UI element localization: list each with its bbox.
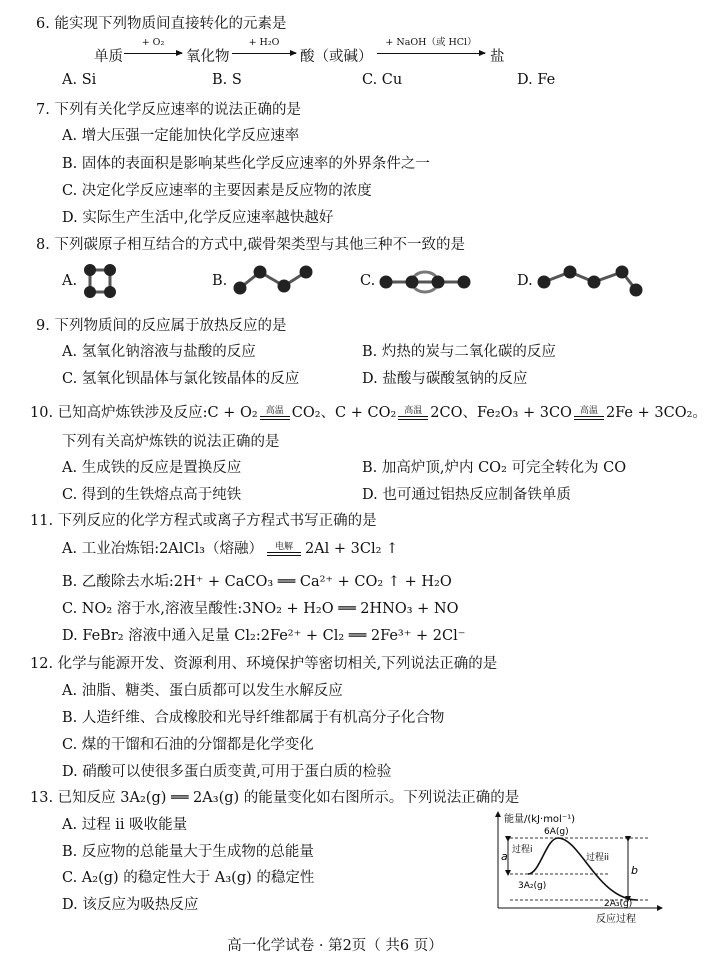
q7-option-d: D. 实际生产生活中,化学反应速率越快越好 <box>62 210 334 226</box>
q10-stem-part-1: 10. 已知高炉炼铁涉及反应:C + O₂ <box>30 405 258 421</box>
q11-a-cond: 电解 <box>274 541 293 552</box>
q11-option-c: C. NO₂ 溶于水,溶液呈酸性:3NO₂ + H₂O ══ 2HNO₃ + NO <box>62 601 459 617</box>
q13-start-label: 3A₂(g) <box>518 881 547 891</box>
q11-a-arrow <box>267 543 301 556</box>
q12-option-d: D. 硝酸可以使很多蛋白质变黄,可用于蛋白质的检验 <box>62 764 392 780</box>
q10-arrow-1 <box>260 407 290 420</box>
q8-label-a: A. <box>62 273 78 289</box>
q6-cond-3: + NaOH（或 HCl） <box>385 37 477 48</box>
q11-a-pre: A. 工业冶炼铝:2AlCl₃（熔融） <box>62 541 263 557</box>
q8-structure-d <box>534 262 644 302</box>
page-footer: 高一化学试卷 · 第2页（ 共6 页） <box>227 938 443 954</box>
q6-cond-2: + H₂O <box>248 37 280 48</box>
q13-end-label: 2A₃(g) <box>604 899 633 909</box>
q6-option-c: C. Cu <box>362 72 403 88</box>
q13-proc1-label: 过程i <box>512 845 533 855</box>
q9-option-a: A. 氢氧化钠溶液与盐酸的反应 <box>62 344 256 360</box>
q11-stem: 11. 下列反应的化学方程式或离子方程式书写正确的是 <box>30 513 377 529</box>
q7-option-b: B. 固体的表面积是影响某些化学反应速率的外界条件之一 <box>62 156 430 172</box>
q8-label-c: C. <box>360 273 376 289</box>
q10-arrow-3 <box>574 407 604 420</box>
q10-line2: 下列有关高炉炼铁的说法正确的是 <box>62 434 280 450</box>
q12-option-a: A. 油脂、糖类、蛋白质都可以发生水解反应 <box>62 683 343 699</box>
q10-stem-part-4: 2Fe + 3CO₂。 <box>605 405 707 421</box>
q6-chain-3: 盐 <box>490 49 505 65</box>
q10-arrow-2 <box>398 407 428 420</box>
q11-option-b: B. 乙酸除去水垢:2H⁺ + CaCO₃ ══ Ca²⁺ + CO₂ ↑ + H₂O <box>62 574 452 590</box>
q6-chain-2: 酸（或碱） <box>300 49 373 65</box>
q7-option-a: A. 增大压强一定能加快化学反应速率 <box>62 128 300 144</box>
q9-stem: 9. 下列物质间的反应属于放热反应的是 <box>36 318 287 334</box>
q12-option-b: B. 人造纤维、合成橡胶和光导纤维都属于有机高分子化合物 <box>62 710 445 726</box>
q9-option-d: D. 盐酸与碳酸氢钠的反应 <box>362 371 528 387</box>
q10-stem <box>30 401 707 422</box>
q6-arrow-3 <box>377 38 485 54</box>
q6-chain-0: 单质 <box>94 49 123 65</box>
q9-option-b: B. 灼热的炭与二氧化碳的反应 <box>362 344 556 360</box>
q13-energy-diagram <box>488 808 668 926</box>
q13-peak-label: 6A(g) <box>544 827 569 837</box>
q9-option-c: C. 氢氧化钡晶体与氯化铵晶体的反应 <box>62 371 300 387</box>
q7-stem: 7. 下列有关化学反应速率的说法正确的是 <box>36 102 301 118</box>
q6-stem: 6. 能实现下列物质间直接转化的元素是 <box>36 16 287 32</box>
q8-label-b: B. <box>212 273 228 289</box>
q12-stem: 12. 化学与能源开发、资源利用、环境保护等密切相关,下列说法正确的是 <box>30 656 498 672</box>
q8-structure-b <box>228 262 318 302</box>
q10-option-d: D. 也可通过铝热反应制备铁单质 <box>362 487 571 503</box>
q12-option-c: C. 煤的干馏和石油的分馏都是化学变化 <box>62 737 314 753</box>
q13-option-b: B. 反应物的总能量大于生成物的总能量 <box>62 844 314 860</box>
q13-stem: 13. 已知反应 3A₂(g) ══ 2A₃(g) 的能量变化如右图所示。下列说法正确的是 <box>30 790 520 806</box>
q13-option-d: D. 该反应为吸热反应 <box>62 897 199 913</box>
q6-chain-1: 氧化物 <box>186 49 230 65</box>
q13-xlabel: 反应过程 <box>596 914 636 925</box>
q6-arrow-1 <box>124 38 182 54</box>
q7-option-c: C. 决定化学反应速率的主要因素是反应物的浓度 <box>62 183 372 199</box>
q10-stem-part-3: 2CO、Fe₂O₃ + 3CO <box>430 405 572 421</box>
q6-option-a: A. Si <box>62 72 97 88</box>
q8-stem: 8. 下列碳原子相互结合的方式中,碳骨架类型与其他三种不一致的是 <box>36 237 466 253</box>
q10-cond-2: 高温 <box>404 405 423 416</box>
q10-cond-1: 高温 <box>265 405 284 416</box>
q13-label-a: a <box>501 850 508 863</box>
q6-option-b: B. S <box>212 72 242 88</box>
q11-option-a <box>62 537 398 558</box>
q8-label-d: D. <box>517 273 533 289</box>
q13-ylabel: 能量/(kJ·mol⁻¹) <box>504 814 576 825</box>
q10-cond-3: 高温 <box>579 405 598 416</box>
q6-arrow-2 <box>232 38 296 54</box>
q11-a-post: 2Al + 3Cl₂ ↑ <box>304 541 399 557</box>
q10-stem-part-2: CO₂、C + CO₂ <box>291 405 397 421</box>
q6-option-d: D. Fe <box>517 72 556 88</box>
q10-option-c: C. 得到的生铁熔点高于纯铁 <box>62 487 242 503</box>
q8-structure-a <box>80 262 122 302</box>
q13-label-b: b <box>631 864 638 877</box>
q10-option-b: B. 加高炉顶,炉内 CO₂ 可完全转化为 CO <box>362 460 627 476</box>
q13-proc2-label: 过程ii <box>586 853 610 863</box>
q13-option-a: A. 过程 ii 吸收能量 <box>62 817 188 833</box>
q11-option-d: D. FeBr₂ 溶液中通入足量 Cl₂:2Fe²⁺ + Cl₂ ══ 2Fe³⁺ + 2Cl⁻ <box>62 628 466 644</box>
q10-option-a: A. 生成铁的反应是置换反应 <box>62 460 242 476</box>
q13-option-c: C. A₂(g) 的稳定性大于 A₃(g) 的稳定性 <box>62 870 315 886</box>
q8-structure-c <box>376 262 476 302</box>
q6-cond-1: + O₂ <box>141 37 165 48</box>
